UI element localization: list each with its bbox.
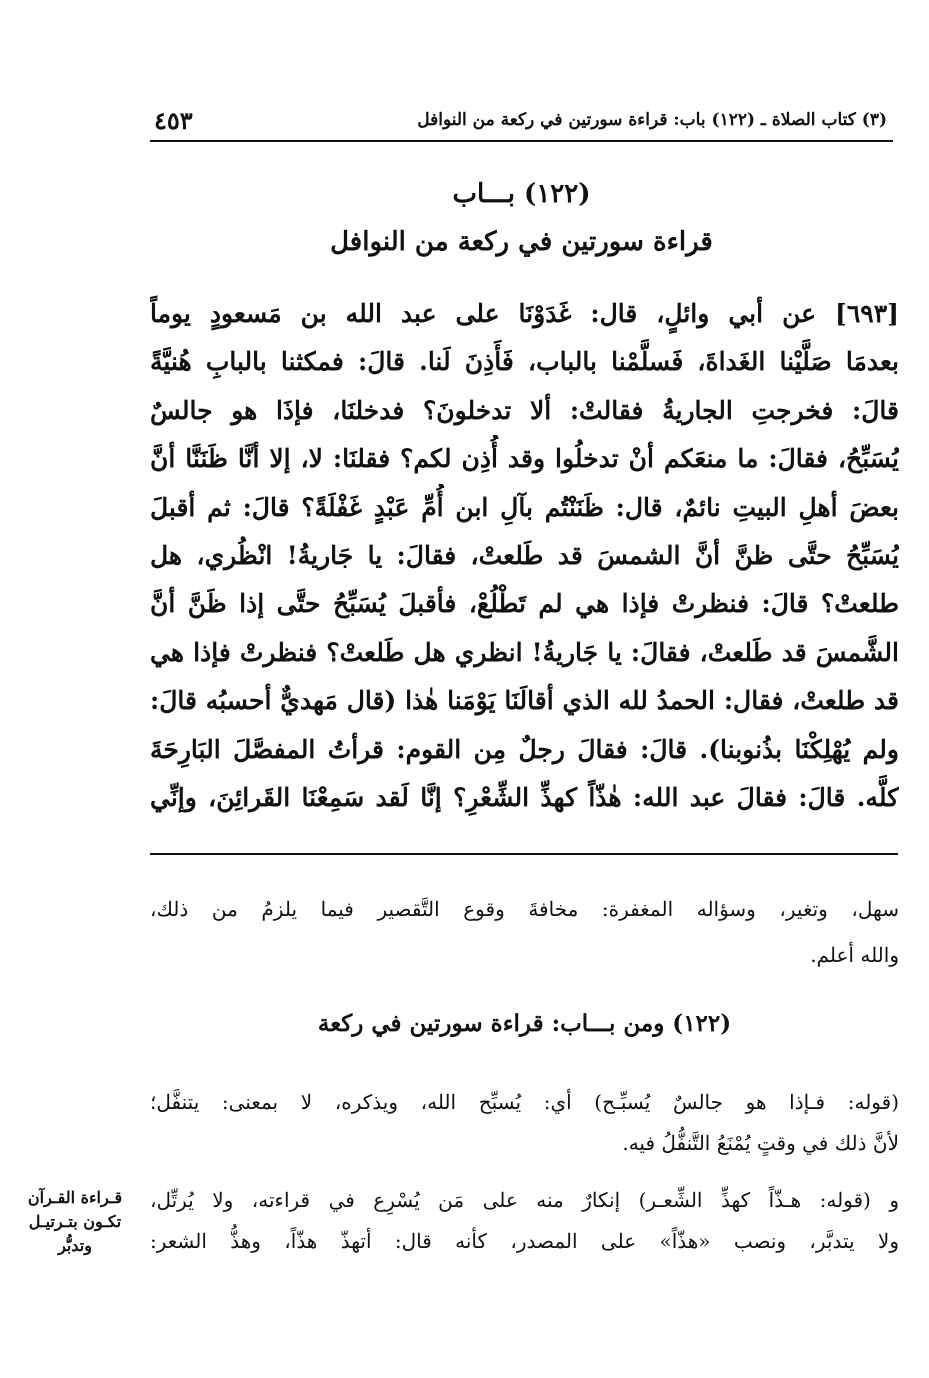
hadith-text bbox=[150, 290, 899, 822]
chapter-number: (١٢٢) بـــاب bbox=[452, 179, 591, 209]
margin-note-line: تكـون بتـرتيـل bbox=[28, 1212, 122, 1231]
hadith-line: يُسَبِّحُ، فقالَ: ما منعَكم أنْ تدخلُوا وقد أُذِن لكم؟ فقلنَا: لا، إلا أنَّا ظَنَنَّا أنَّ bbox=[150, 444, 899, 474]
running-header-title: (٣) كتاب الصلاة ـ (١٢٢) باب: قراءة سورتين في ركعة من النوافل bbox=[417, 110, 887, 130]
hadith-line: ولم يُهْلِكْنَا بذُنوبنا). قالَ: فقالَ رجلٌ مِن القوم: قرأتُ المفصَّلَ البَارِحَةَ bbox=[150, 734, 899, 764]
margin-note-line: قـراءة القـرآن bbox=[27, 1188, 123, 1207]
margin-note bbox=[10, 1186, 140, 1258]
hadith-line: كلَّه. قالَ: فقالَ عبد الله: هٰذّاً كهذِّ الشِّعْرِ؟ إنَّا لَقد سَمِعْنَا القَرائِنَ، وإنِّي bbox=[150, 782, 899, 812]
hadith-line: قالَ: فخرجتِ الجاريةُ فقالتْ: ألا تدخلونَ؟ فدخلنَا، فإذَا هو جالسٌ bbox=[150, 395, 899, 425]
commentary-text bbox=[150, 886, 899, 978]
margin-note-line: وتدبُّر bbox=[58, 1236, 92, 1255]
note-line: و (قوله: هـذّاً كهذِّ الشِّعـر) إنكارٌ منه على مَن يُسْرِع في قراءته، ولا يُرتِّل، bbox=[150, 1188, 899, 1212]
commentary-line: سهل، وتغير، وسؤاله المغفرة: مخافةَ وقوع التَّقصير فيما يلزمُ من ذلك، bbox=[150, 897, 899, 921]
chapter-heading bbox=[150, 170, 893, 266]
page-number: ٤٥٣ bbox=[154, 106, 193, 135]
chapter-title: قراءة سورتين في ركعة من النوافل bbox=[330, 227, 713, 257]
hadith-line: بعدمَا صَلَّيْنا الغَداةَ، فَسلَّمْنا بالباب، فَأَذِنَ لَنا. قالَ: فمكثنا بالبابِ هُنيَّةً bbox=[150, 347, 899, 377]
hadith-line: الشَّمسَ قد طَلعتْ، فقالَ: يا جَاريةُ! انظري هل طَلعتْ؟ فنظرتْ فإذا هي bbox=[150, 637, 899, 667]
commentary-note-1 bbox=[150, 1082, 899, 1164]
commentary-section-heading: (١٢٢) ومن بـــاب: قراءة سورتين في ركعة bbox=[317, 1010, 732, 1037]
hadith-line: قد طلعتْ، فقال: الحمدُ لله الذي أقالَنَا يَوْمَنا هٰذا (قال مَهديٌّ أحسبُه قالَ: bbox=[150, 686, 899, 716]
note-line: لأنَّ ذلك في وقتٍ يُمْنَعُ التَّنفُّلُ فيه. bbox=[622, 1131, 899, 1155]
commentary-note-2 bbox=[150, 1180, 899, 1262]
hadith-line: [٦٩٣] عن أبي وائلٍ، قال: غَدَوْنَا على عبد الله بن مَسعودٍ يوماً bbox=[150, 299, 899, 328]
section-divider bbox=[150, 853, 898, 855]
hadith-line: بعضَ أهلِ البيتِ نائمٌ، قال: ظَنَنْتُم بآلِ ابن أُمِّ عَبْدٍ غَفْلَةً؟ قالَ: ثم أقبلَ bbox=[150, 492, 899, 522]
running-header bbox=[150, 106, 893, 142]
note-line: (قوله: فـإذا هو جالسٌ يُسبِّـح) أي: يُسبِّح الله، ويذكره، لا بمعنى: يتنفَّل؛ bbox=[150, 1090, 899, 1114]
commentary-line: والله أعلم. bbox=[810, 943, 899, 967]
hadith-line: يُسَبِّحُ حتَّى ظنَّ أنَّ الشمسَ قد طَلعتْ، فقالَ: يا جَاريةُ! انْظُري، هل bbox=[150, 540, 899, 570]
hadith-line: طلعتْ؟ قالَ: فنظرتْ فإذا هي لم تَطْلُعْ، فأقبلَ يُسَبِّحُ حتَّى إذا ظَنَّ أنَّ bbox=[150, 589, 899, 619]
note-line: ولا يتدبَّر، ونصب «هذّاً» على المصدر، كأنه قال: أتهذّ هذّاً، وهذُّ الشعر: bbox=[150, 1229, 899, 1253]
